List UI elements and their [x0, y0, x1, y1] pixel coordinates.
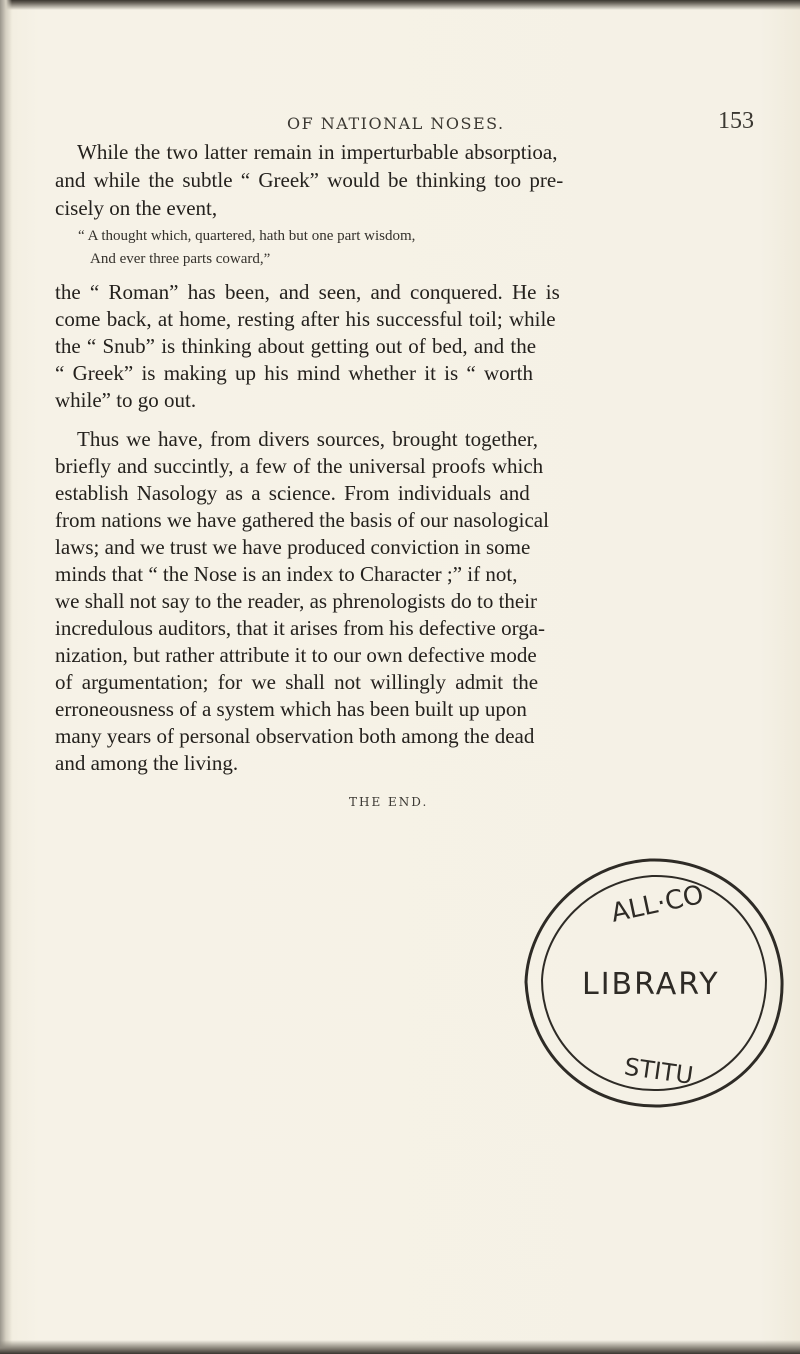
text-line: “ Greek” is making up his mind whether it is “ worth: [55, 361, 533, 385]
text-line: briefly and succintly, a few of the universal proofs which: [55, 454, 544, 478]
text-line: cisely on the event,: [55, 196, 218, 220]
text-line: many years of personal observation both among the dead: [55, 724, 535, 748]
text-line: of argumentation; for we shall not willingly admit the: [55, 670, 539, 694]
library-stamp: [520, 852, 790, 1114]
text-line: and while the subtle “ Greek” would be thinking too pre-: [55, 168, 564, 192]
running-title: OF NATIONAL NOSES.: [287, 114, 505, 133]
text-line: come back, at home, resting after his successful toil; while: [55, 307, 556, 331]
text-line: we shall not say to the reader, as phrenologists do to their: [55, 589, 538, 613]
text-line: laws; and we trust we have produced conviction in some: [55, 535, 531, 559]
text-line: While the two latter remain in imperturbable absorptioa,: [77, 140, 558, 164]
verse-line: And ever three parts coward,”: [90, 251, 271, 267]
stamp-bottom-text: STITU: [622, 1052, 696, 1090]
text-line: Thus we have, from divers sources, brought together,: [77, 427, 539, 451]
text-line: erroneousness of a system which has been built up upon: [55, 697, 527, 721]
page-number: 153: [718, 108, 754, 134]
page-top-edge: [0, 0, 800, 10]
page-bottom-edge: [0, 1340, 800, 1354]
verse-line: “ A thought which, quartered, hath but one part wisdom,: [78, 228, 416, 244]
text-line: while” to go out.: [55, 388, 197, 412]
text-line: minds that “ the Nose is an index to Character ;” if not,: [55, 562, 518, 586]
text-line: nization, but rather attribute it to our own defective mode: [55, 643, 537, 667]
text-line: and among the living.: [55, 751, 239, 775]
text-line: incredulous auditors, that it arises from his defective orga-: [55, 616, 546, 640]
stamp-top-text: ALL·CO: [608, 879, 707, 929]
page-binding-edge: [0, 0, 12, 1354]
text-line: the “ Snub” is thinking about getting out of bed, and the: [55, 334, 537, 358]
text-line: the “ Roman” has been, and seen, and conquered. He is: [55, 280, 560, 304]
stamp-middle-text: LIBRARY: [582, 967, 720, 1002]
the-end-mark: THE END.: [349, 795, 429, 809]
text-line: establish Nasology as a science. From individuals and: [55, 481, 530, 505]
text-line: from nations we have gathered the basis of our nasological: [55, 508, 549, 532]
